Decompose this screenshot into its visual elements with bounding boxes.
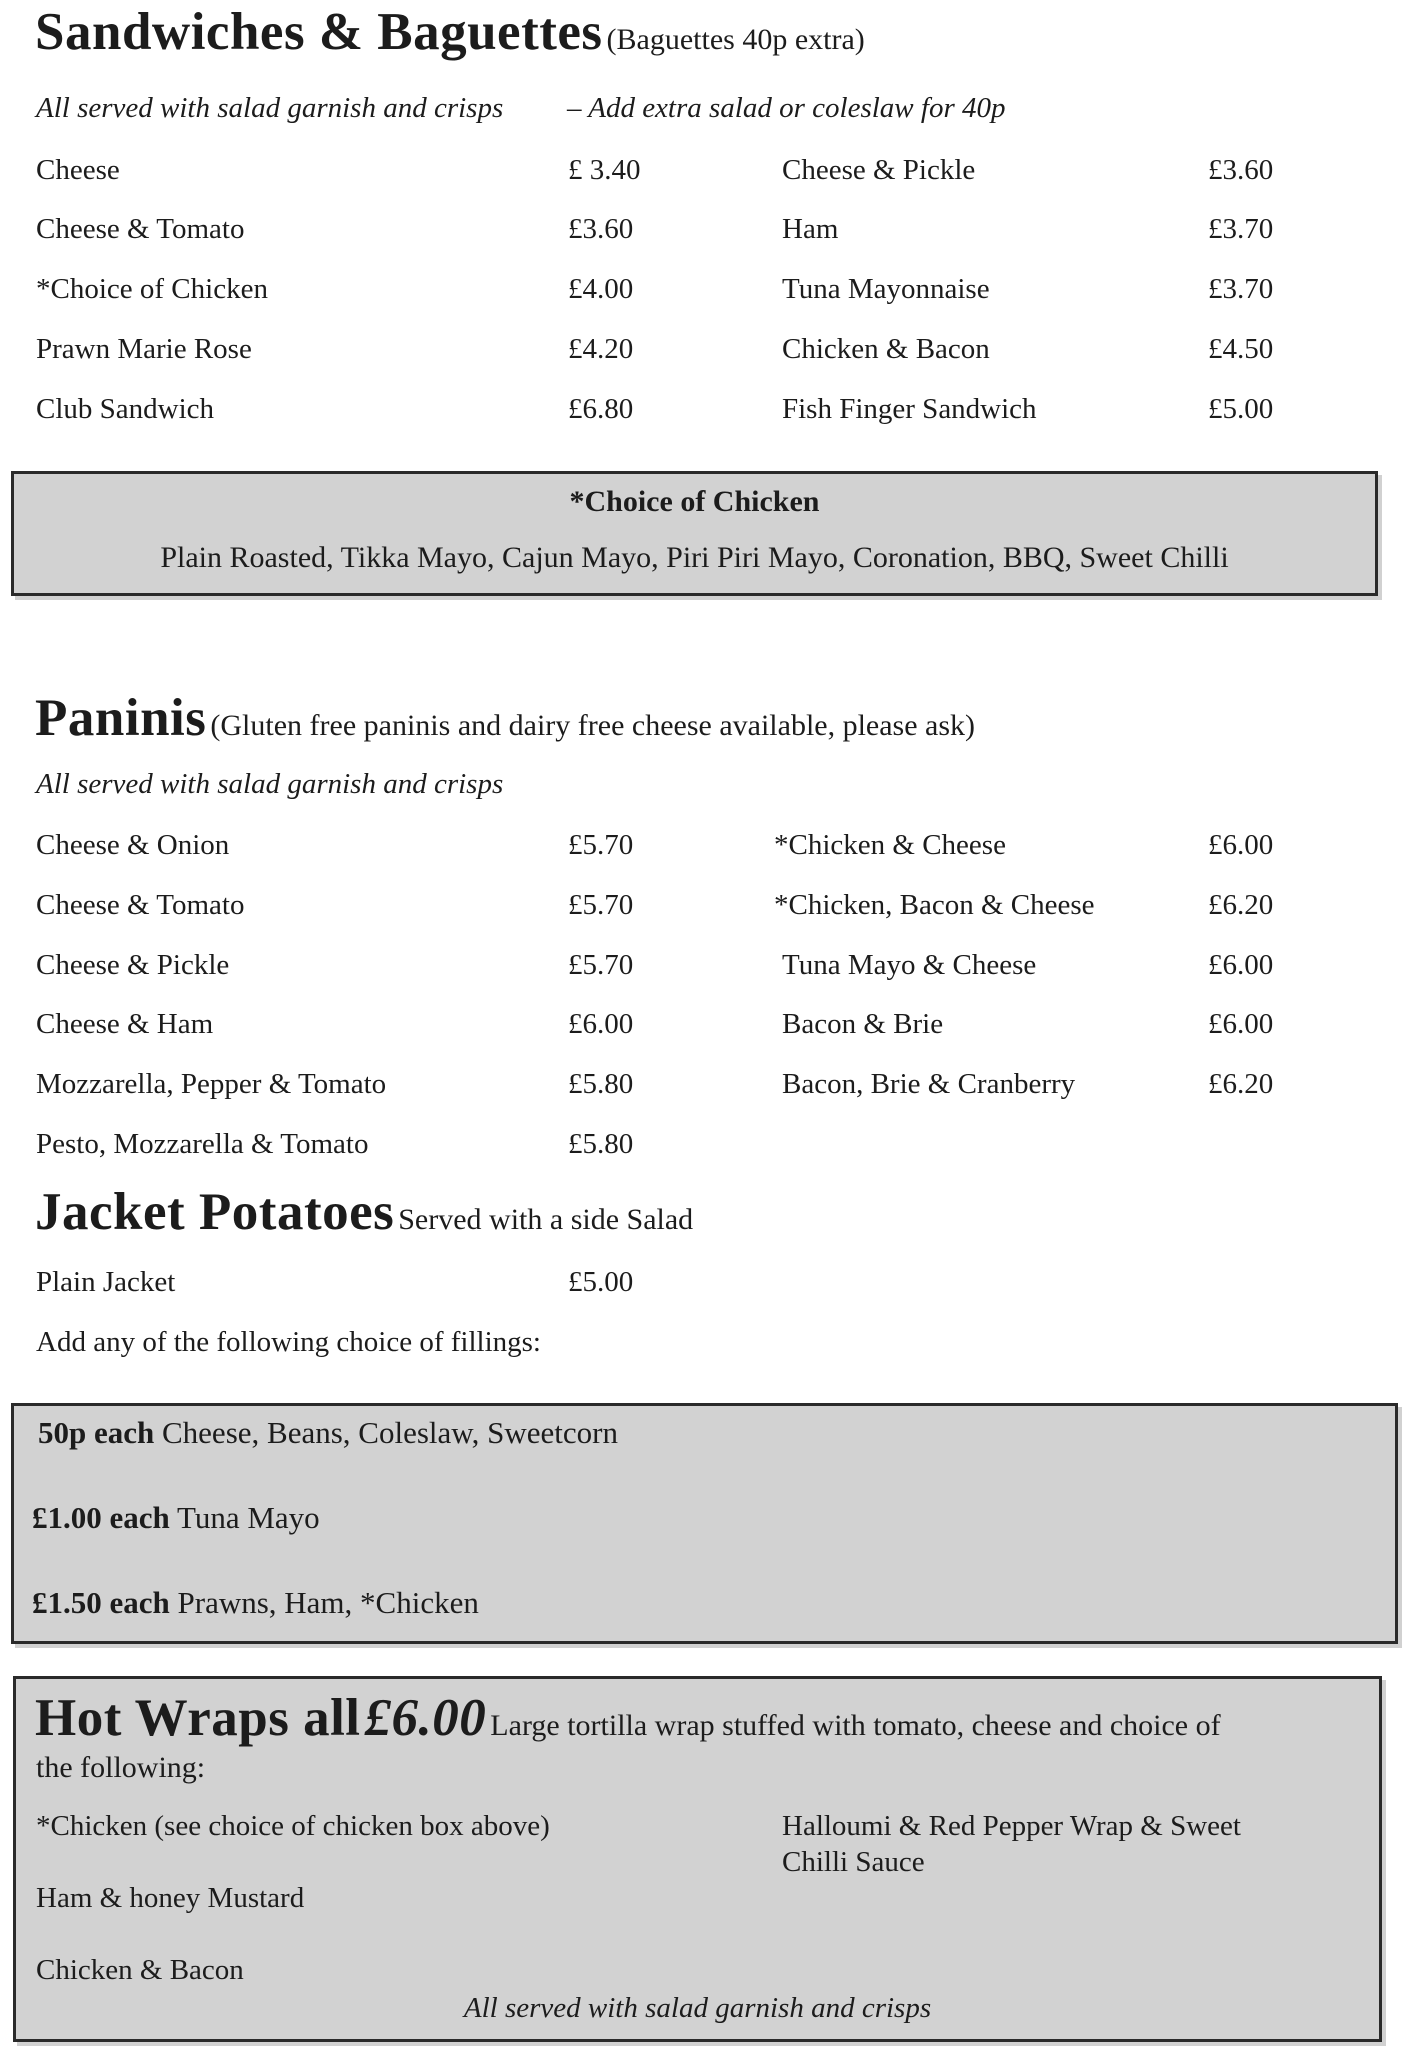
menu-item-price: £4.50 xyxy=(1208,333,1274,365)
menu-item-name: Cheese & Tomato xyxy=(36,213,245,245)
menu-item-name: Club Sandwich xyxy=(36,393,215,425)
menu-item-price: £6.20 xyxy=(1208,889,1274,921)
menu-item-price: £5.70 xyxy=(568,829,634,861)
menu-item-price: £6.00 xyxy=(568,1008,634,1040)
menu-item-name: Cheese xyxy=(36,154,120,186)
filling-price: 50p each xyxy=(38,1415,155,1450)
wrap-item: *Chicken (see choice of chicken box above) xyxy=(36,1810,550,1842)
wrap-item: Chicken & Bacon xyxy=(36,1954,244,1986)
paninis-header xyxy=(35,688,975,748)
menu-item-price: £ 3.40 xyxy=(568,154,641,186)
menu-item-price: £4.00 xyxy=(568,273,634,305)
paninis-note: (Gluten free paninis and dairy free cheese available, please ask) xyxy=(210,709,976,742)
menu-item-name: Tuna Mayonnaise xyxy=(782,273,990,305)
menu-item-name: Cheese & Pickle xyxy=(782,154,976,186)
filling-row xyxy=(32,1500,320,1536)
menu-item-name: Ham xyxy=(782,213,839,245)
chicken-box-options: Plain Roasted, Tikka Mayo, Cajun Mayo, Piri Piri Mayo, Coronation, BBQ, Sweet Chilli xyxy=(160,541,1229,574)
filling-price: £1.00 each xyxy=(32,1500,170,1535)
chicken-box-title: *Choice of Chicken xyxy=(569,485,820,518)
menu-item-name: Cheese & Onion xyxy=(36,829,230,861)
menu-item-name: Bacon & Brie xyxy=(782,1008,944,1040)
menu-item-name: Plain Jacket xyxy=(36,1266,176,1298)
wraps-desc-line1: Large tortilla wrap stuffed with tomato, cheese and choice of xyxy=(490,1709,1221,1742)
menu-item-price: £6.00 xyxy=(1208,949,1274,981)
paninis-serve-note: All served with salad garnish and crisps xyxy=(36,768,504,800)
menu-item-price: £5.70 xyxy=(568,889,634,921)
wraps-title: Hot Wraps all xyxy=(35,1689,361,1747)
menu-item-price: £5.80 xyxy=(568,1128,634,1160)
wrap-item: Chilli Sauce xyxy=(782,1846,925,1878)
filling-row xyxy=(32,1585,479,1621)
sandwiches-note: (Baguettes 40p extra) xyxy=(606,23,865,56)
menu-item-price: £5.70 xyxy=(568,949,634,981)
menu-item-price: £6.00 xyxy=(1208,1008,1274,1040)
menu-item-price: £3.60 xyxy=(568,213,634,245)
filling-items: Tuna Mayo xyxy=(176,1500,320,1535)
menu-item-name: *Chicken, Bacon & Cheese xyxy=(774,889,1095,921)
menu-item-name: *Choice of Chicken xyxy=(36,273,268,305)
menu-item-price: £6.20 xyxy=(1208,1068,1274,1100)
menu-item-name: Prawn Marie Rose xyxy=(36,333,252,365)
filling-price: £1.50 each xyxy=(32,1585,170,1620)
menu-item-price: £5.80 xyxy=(568,1068,634,1100)
menu-item-price: £3.70 xyxy=(1208,213,1274,245)
fillings-note: Add any of the following choice of fillings: xyxy=(36,1326,541,1358)
menu-item-price: £4.20 xyxy=(568,333,634,365)
jacket-title: Jacket Potatoes xyxy=(35,1183,395,1241)
sandwiches-title: Sandwiches & Baguettes xyxy=(35,3,603,61)
menu-item-price: £5.00 xyxy=(568,1266,634,1298)
menu-item-name: Chicken & Bacon xyxy=(782,333,990,365)
sandwiches-serve-note: All served with salad garnish and crisps xyxy=(36,92,504,124)
wraps-header xyxy=(35,1688,1221,1748)
filling-row xyxy=(38,1415,618,1451)
sandwiches-extra-note: – Add extra salad or coleslaw for 40p xyxy=(567,92,1006,124)
wraps-footer-note: All served with salad garnish and crisps xyxy=(463,1992,932,2024)
filling-items: Cheese, Beans, Coleslaw, Sweetcorn xyxy=(162,1415,618,1450)
menu-item-name: Cheese & Tomato xyxy=(36,889,245,921)
wraps-price: £6.00 xyxy=(364,1689,487,1747)
menu-item-price: £6.00 xyxy=(1208,829,1274,861)
wrap-item: Ham & honey Mustard xyxy=(36,1882,305,1914)
sandwiches-header xyxy=(35,2,865,62)
menu-item-name: Tuna Mayo & Cheese xyxy=(782,949,1037,981)
paninis-title: Paninis xyxy=(35,689,207,747)
wrap-item: Halloumi & Red Pepper Wrap & Sweet xyxy=(782,1810,1241,1842)
menu-item-name: Fish Finger Sandwich xyxy=(782,393,1037,425)
menu-item-name: *Chicken & Cheese xyxy=(774,829,1006,861)
menu-item-name: Mozzarella, Pepper & Tomato xyxy=(36,1068,387,1100)
filling-items: Prawns, Ham, *Chicken xyxy=(177,1585,479,1620)
menu-item-name: Pesto, Mozzarella & Tomato xyxy=(36,1128,369,1160)
menu-item-price: £3.70 xyxy=(1208,273,1274,305)
menu-item-price: £6.80 xyxy=(568,393,634,425)
menu-item-price: £5.00 xyxy=(1208,393,1274,425)
menu-item-name: Cheese & Ham xyxy=(36,1008,214,1040)
jacket-note: Served with a side Salad xyxy=(398,1203,694,1236)
menu-item-name: Bacon, Brie & Cranberry xyxy=(782,1068,1076,1100)
wraps-desc-line2: the following: xyxy=(36,1751,206,1784)
menu-item-name: Cheese & Pickle xyxy=(36,949,230,981)
menu-item-price: £3.60 xyxy=(1208,154,1274,186)
jacket-header xyxy=(35,1182,693,1242)
